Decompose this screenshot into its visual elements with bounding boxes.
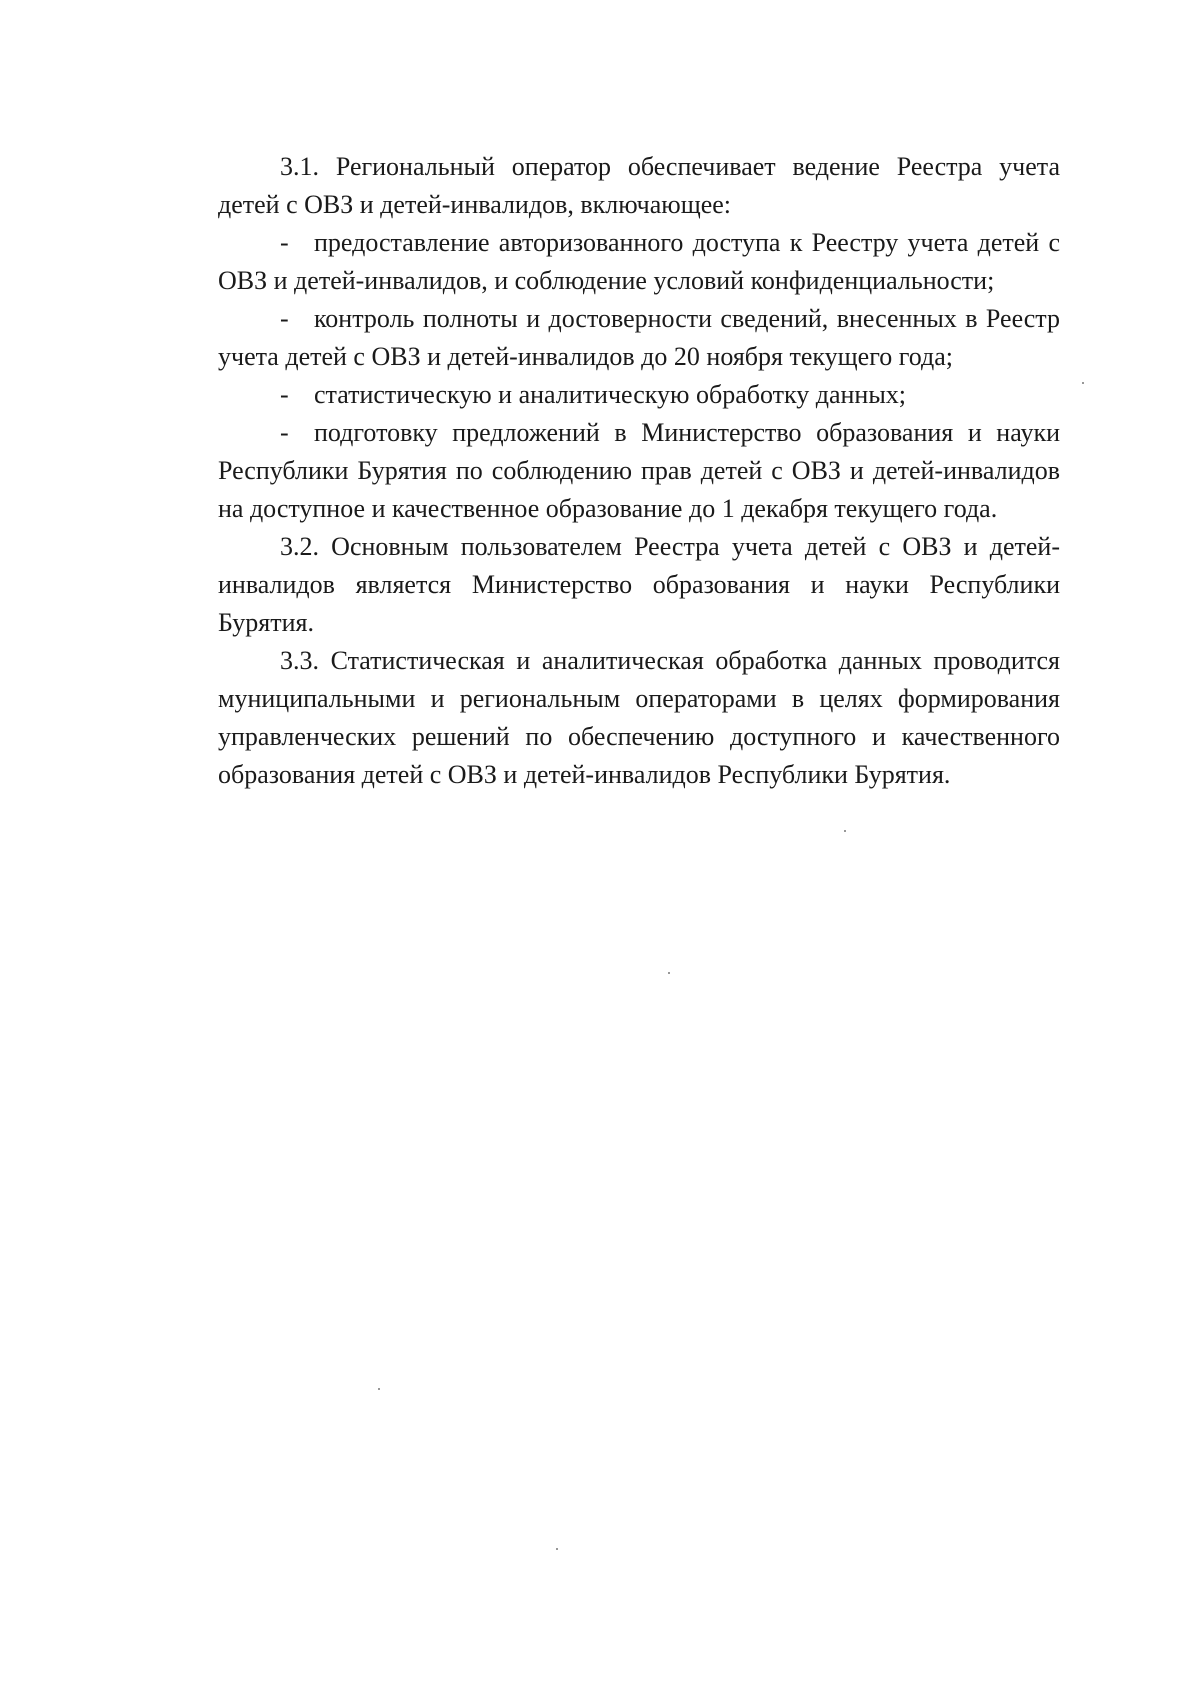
paragraph-3-2: 3.2. Основным пользователем Реестра учета детей с ОВЗ и детей-инвалидов является Министерство образования и науки Республики Бурятия. — [218, 532, 1060, 637]
bullet-dash: - — [280, 380, 289, 409]
scan-speck — [844, 830, 846, 832]
list-item — [218, 414, 1060, 528]
list-item-text: контроль полноты и достоверности сведений, внесенных в Реестр учета детей с ОВЗ и детей-инвалидов до 20 ноября текущего года; — [218, 304, 1060, 371]
document-body — [218, 148, 1060, 794]
bullet-dash: - — [280, 228, 289, 257]
list-item — [218, 224, 1060, 300]
paragraph-3-3: 3.3. Статистическая и аналитическая обработка данных проводится муниципальными и региональным операторами в целях формирования управленческих решений по обеспечению доступного и качественного образования детей с ОВЗ и детей-инвалидов Республики Бурятия. — [218, 646, 1060, 789]
scan-speck — [668, 972, 670, 974]
list-item-text: подготовку предложений в Министерство образования и науки Республики Бурятия по соблюдению прав детей с ОВЗ и детей-инвалидов на доступное и качественное образование до 1 декабря текущего года. — [218, 418, 1060, 523]
list-item — [218, 300, 1060, 376]
paragraph-3-1-intro: 3.1. Региональный оператор обеспечивает ведение Реестра учета детей с ОВЗ и детей-инвалидов, включающее: — [218, 152, 1060, 219]
list-item-text: статистическую и аналитическую обработку данных; — [314, 380, 907, 409]
bullet-dash: - — [280, 304, 289, 333]
list-item-text: предоставление авторизованного доступа к Реестру учета детей с ОВЗ и детей-инвалидов, и соблюдение условий конфиденциальности; — [218, 228, 1060, 295]
scan-speck — [1082, 382, 1084, 384]
scan-speck — [378, 1388, 380, 1390]
scan-speck — [556, 1548, 558, 1550]
list-item — [218, 376, 1060, 414]
bullet-dash: - — [280, 418, 289, 447]
